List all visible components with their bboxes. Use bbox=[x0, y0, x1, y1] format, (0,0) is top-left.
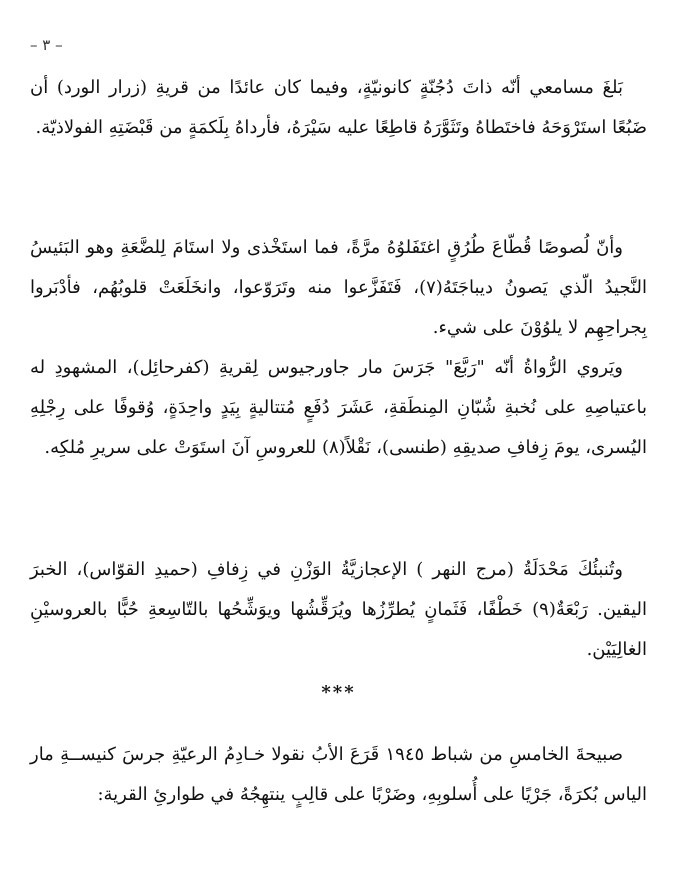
paragraph: وأنّ لُصوصًا قُطّاعَ طُرُقٍ اغتَفَلوُهُ مرَّةً، فما استَخْذى ولا استَامَ لِلضَّعَةِ وهو البَئيسُ النَّجيدُ الّذي يَصونُ ديباجَتَهُ(٧)، فَتَفَزَّعوا منه وتَرَوّعوا، وانخَلَعَتْ قلوبُهُم، فأدْبَروا بِجراحِهِم لا يلوُوْنَ على شيء. bbox=[30, 237, 647, 338]
section-separator: *** bbox=[321, 682, 356, 703]
paragraph: بَلغَ مسامعي أنّه ذاتَ دُجُنّةٍ كانونيّةٍ، وفيما كان عائدًا من قريةِ (زرار الورد) أن ضَبُعًا استَرْوَحَهُ فاختَطاهُ وتَثَوَّرَهُ قاطِعًا عليه سَيْرَهُ، فأرداهُ بِلَكمَةٍ من قَبْضَتِهِ الفولاذيّة. bbox=[30, 77, 647, 138]
paragraph: ويَروي الرُّواةُ أنّه "رَبَّعَ" جَرَسَ مار جاورجيوس لِقريةِ (كفرحائِل)، المشهودِ له باعتياصِهِ على نُخبةِ شُبّانِ المِنطَقةِ، عَشَرَ دُفَعٍ مُتتاليةٍ بِيَدٍ واحِدَةٍ، وُقوفًا على رِجْلِهِ اليُسرى، يومَ زِفافِ صديقِهِ (طنسى)، نَقْلاً(٨) للعروسِ آنَ استَوَتْ على سريرِ مُلكِه. bbox=[30, 357, 647, 458]
paragraph: وتُنبئُكَ مَحْدَلَةُ (مرج النهر ) الإعجازيَّةُ الوَزْنِ في زِفافِ (حميدِ القوّاس)، الخبرَ اليقين. رَبْعَةٌ(٩) خَطْفًا، فَثَمانٍ يُطرِّزُها ويُرَقِّشُها ويوَشِّحُها بالتّاسِعةِ حُبًّا بالعروسيْنِ الغالِيَيْن. bbox=[30, 559, 647, 660]
document-page bbox=[30, 30, 647, 863]
page-number: – ٣ – bbox=[30, 36, 63, 54]
paragraph: صبيحةَ الخامسِ من شباط ١٩٤٥ قَرَعَ الأبُ نقولا خـادِمُ الرعيّةِ جرسَ كنيســةِ مار الياس بُكرَةً، جَرْيًا على أُسلوبِهِ، وضَرْبًا على قالِبٍ ينتهِجُهُ في طوارئِ القرية: bbox=[30, 744, 647, 805]
